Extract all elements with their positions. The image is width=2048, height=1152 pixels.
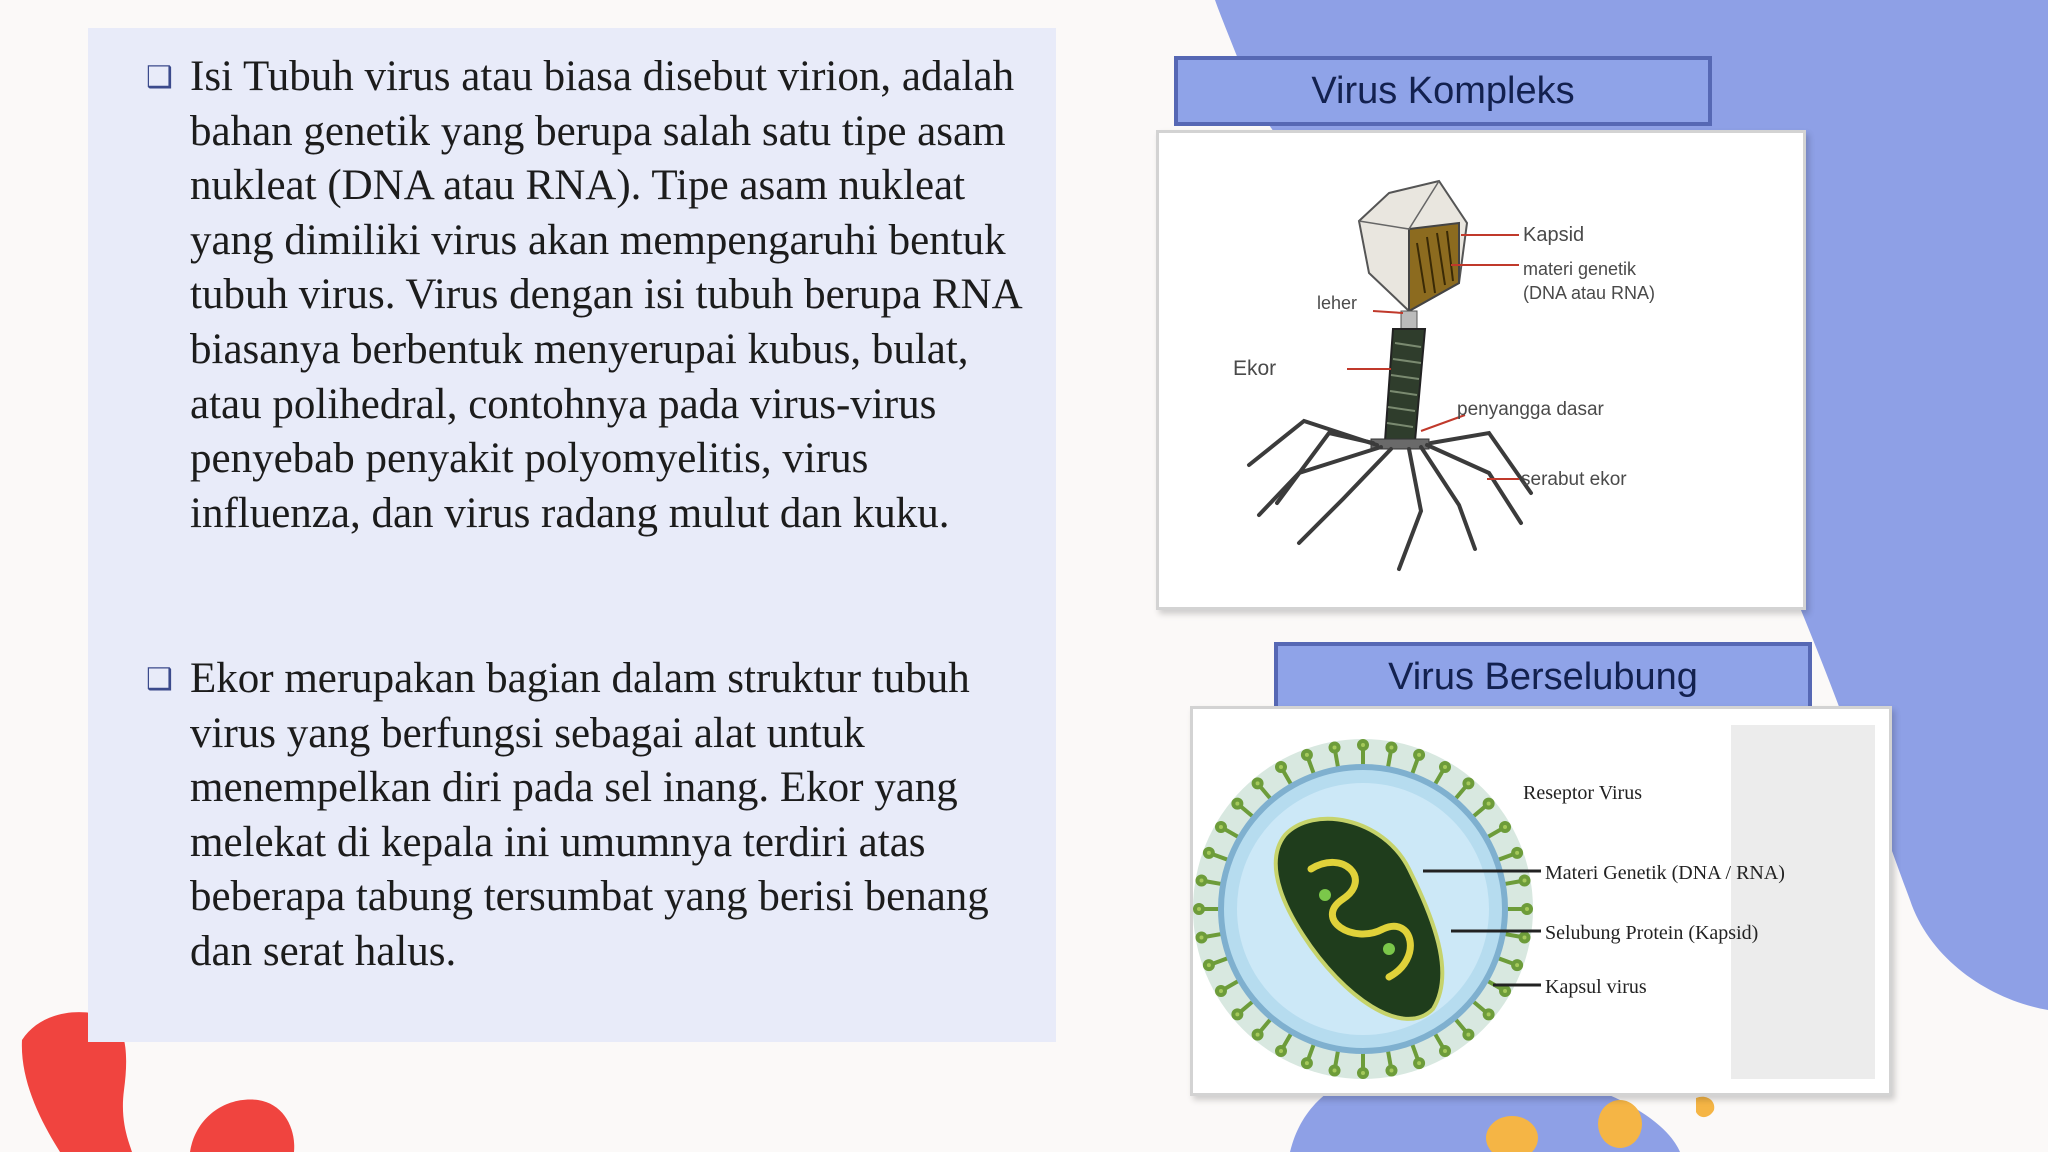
receptor-spike-tip [1359, 741, 1367, 749]
receptor-spike-tip [1415, 751, 1423, 759]
label-kapsid: Kapsid [1523, 224, 1585, 246]
receptor-spike-tip [1217, 823, 1225, 831]
receptor-spike-tip [1197, 877, 1205, 885]
text-panel [88, 28, 1056, 1042]
label-serabut-ekor: serabut ekor [1521, 469, 1627, 490]
virus-berselubung-figure [1190, 706, 1892, 1096]
receptor-spike-tip [1521, 933, 1529, 941]
label-materi-genetik: Materi Genetik (DNA / RNA) [1545, 862, 1785, 884]
receptor-spike-tip [1254, 779, 1262, 787]
receptor-spike-tip [1521, 877, 1529, 885]
receptor-spike-tip [1277, 763, 1285, 771]
bullet-item-ekor [146, 652, 1040, 980]
receptor-spike-tip [1441, 1047, 1449, 1055]
square-bullet-icon: ❑ [146, 60, 173, 95]
bacteriophage-diagram [1159, 133, 1803, 607]
receptor-spike-tip [1464, 1031, 1472, 1039]
virus-berselubung-title: Virus Berselubung [1274, 642, 1812, 712]
label-reseptor-virus: Reseptor Virus [1523, 782, 1642, 804]
label-dna-rna: (DNA atau RNA) [1523, 283, 1656, 303]
receptor-spike-tip [1303, 1059, 1311, 1067]
receptor-spike-tip [1331, 743, 1339, 751]
receptor-spike-tip [1254, 1031, 1262, 1039]
neck [1401, 311, 1417, 329]
enveloped-virus-diagram [1193, 709, 1889, 1093]
bullet-text: Isi Tubuh virus atau biasa disebut virion, adalah bahan genetik yang berupa salah satu tipe asam nukleat (DNA atau RNA). Tipe asam nukleat yang dimiliki virus akan mempengaruhi bentuk tubuh virus. Virus dengan isi tubuh berupa RNA biasanya berbentuk menyerupai kubus, bulat, atau polihedral, contohnya pada virus-virus penyebab penyakit polyomyelitis, virus influenza, dan virus radang mulut dan kuku. [190, 53, 1021, 537]
receptor-spike-tip [1197, 933, 1205, 941]
receptor-spike-tip [1441, 763, 1449, 771]
receptor-spike-tip [1233, 1010, 1241, 1018]
receptor-spike-tip [1387, 1067, 1395, 1075]
orange-blob-2 [1598, 1100, 1642, 1148]
gray-side-panel [1731, 725, 1875, 1079]
receptor-spike-tip [1485, 1010, 1493, 1018]
receptor-spike-tip [1217, 987, 1225, 995]
receptor-spike-tip [1195, 905, 1203, 913]
label-selubung-protein: Selubung Protein (Kapsid) [1545, 922, 1759, 944]
receptor-spike-tip [1359, 1069, 1367, 1077]
receptor-spike-tip [1501, 987, 1509, 995]
receptor-spike-tip [1205, 849, 1213, 857]
leher-leader [1373, 311, 1403, 313]
receptor-spike-tip [1233, 800, 1241, 808]
receptor-spike-tip [1485, 800, 1493, 808]
virus-kompleks-figure [1156, 130, 1806, 610]
orange-blob-3 [1696, 1097, 1714, 1117]
label-penyangga-dasar: penyangga dasar [1457, 399, 1604, 420]
receptor-spike-tip [1501, 823, 1509, 831]
receptor-spike-tip [1523, 905, 1531, 913]
square-bullet-icon: ❑ [146, 662, 173, 697]
tail-sheath [1385, 329, 1425, 441]
capsid-head [1359, 181, 1467, 311]
red-blob-bottom [190, 1100, 294, 1152]
label-leher: leher [1317, 293, 1358, 313]
bullet-text: Ekor merupakan bagian dalam struktur tubuh virus yang berfungsi sebagai alat untuk menempelkan diri pada sel inang. Ekor yang melekat di kepala ini umumnya terdiri atas beberapa tabung tersumbat yang berisi benang dan serat halus. [190, 655, 989, 975]
receptor-spike-tip [1513, 849, 1521, 857]
receptor-spike-tip [1331, 1067, 1339, 1075]
receptor-spike-tip [1464, 779, 1472, 787]
label-ekor: Ekor [1233, 357, 1277, 380]
bullet-item-virion [146, 50, 1040, 541]
receptor-spike-tip [1513, 961, 1521, 969]
receptor-spike-tip [1387, 743, 1395, 751]
label-materi-genetik: materi genetik [1523, 259, 1637, 279]
receptor-spike-tip [1277, 1047, 1285, 1055]
receptor-spike-tip [1415, 1059, 1423, 1067]
receptor-spike-tip [1303, 751, 1311, 759]
receptor-spike-tip [1205, 961, 1213, 969]
virus-kompleks-title: Virus Kompleks [1174, 56, 1712, 126]
label-kapsul-virus: Kapsul virus [1545, 976, 1647, 998]
